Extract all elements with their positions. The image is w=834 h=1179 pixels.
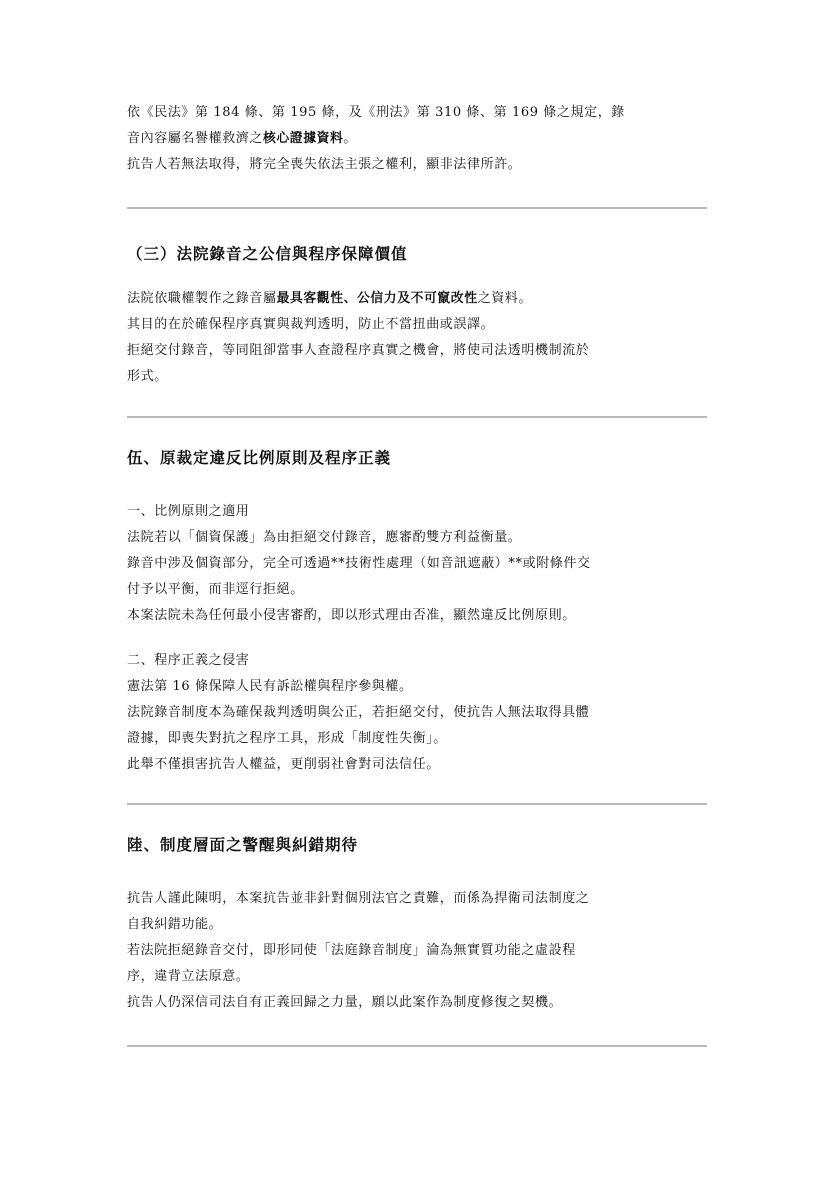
section-6-line-2: 自我糾錯功能。 — [127, 917, 223, 932]
section-6-line-4: 序，違背立法原意。 — [127, 969, 250, 984]
section-3-line-3: 拒絕交付錄音，等同阻卻當事人查證程序真實之機會，將使司法透明機制流於 — [127, 343, 590, 358]
sub-1-line-4: 本案法院未為任何最小侵害審酌，即以形式理由否准，顯然違反比例原則。 — [127, 608, 576, 623]
sub-1-title: 一、比例原則之適用 — [127, 504, 250, 519]
section-5-sub-2 — [127, 648, 707, 778]
intro-line-2: 音內容屬名譽權救濟之核心證據資料。 — [127, 131, 358, 146]
section-3-line-1: 法院依職權製作之錄音屬最具客觀性、公信力及不可竄改性之資料。 — [127, 291, 532, 306]
section-3-line-4: 形式。 — [127, 369, 168, 384]
section-3-line-2: 其目的在於確保程序真實與裁判透明，防止不當扭曲或誤譯。 — [127, 317, 495, 332]
section-divider — [127, 416, 707, 418]
intro-paragraph — [127, 100, 707, 178]
sub-1-line-1: 法院若以「個資保護」為由拒絕交付錄音，應審酌雙方利益衡量。 — [127, 530, 522, 545]
intro-line-1: 依《民法》第 184 條、第 195 條，及《刑法》第 310 條、第 169 條之規定，錄 — [127, 105, 625, 120]
section-5-sub-1 — [127, 499, 707, 629]
section-divider — [127, 207, 707, 209]
section-6-line-5: 抗告人仍深信司法自有正義回歸之力量，願以此案作為制度修復之契機。 — [127, 995, 563, 1010]
sub-1-line-2: 錄音中涉及個資部分，完全可透過**技術性處理（如音訊遮蔽）**或附條件交 — [127, 556, 591, 571]
sub-2-line-1: 憲法第 16 條保障人民有訴訟權與程序參與權。 — [127, 679, 413, 694]
section-divider — [127, 1045, 707, 1047]
section-5-heading: 伍、原裁定違反比例原則及程序正義 — [127, 449, 392, 467]
intro-line-3: 抗告人若無法取得，將完全喪失依法主張之權利，顯非法律所許。 — [127, 157, 522, 172]
section-3-paragraph — [127, 286, 707, 390]
sub-2-title: 二、程序正義之侵害 — [127, 653, 250, 668]
section-6-line-3: 若法院拒絕錄音交付，即形同使「法庭錄音制度」淪為無實質功能之虛設程 — [127, 943, 576, 958]
section-6-paragraph — [127, 886, 707, 1016]
section-6-heading: 陸、制度層面之警醒與糾錯期待 — [127, 836, 359, 854]
emphasis-core-evidence: 核心證據資料 — [263, 131, 344, 146]
section-3-heading: （三）法院錄音之公信與程序保障價值 — [127, 245, 408, 263]
sub-2-line-4: 此舉不僅損害抗告人權益，更削弱社會對司法信任。 — [127, 757, 440, 772]
sub-1-line-3: 付予以平衡，而非逕行拒絕。 — [127, 582, 304, 597]
sub-2-line-3: 證據，即喪失對抗之程序工具，形成「制度性失衡」。 — [127, 731, 447, 746]
sub-2-line-2: 法院錄音制度本為確保裁判透明與公正，若拒絕交付，使抗告人無法取得具體 — [127, 705, 590, 720]
section-6-line-1: 抗告人謹此陳明，本案抗告並非針對個別法官之責難，而係為捍衛司法制度之 — [127, 891, 590, 906]
section-divider — [127, 803, 707, 805]
